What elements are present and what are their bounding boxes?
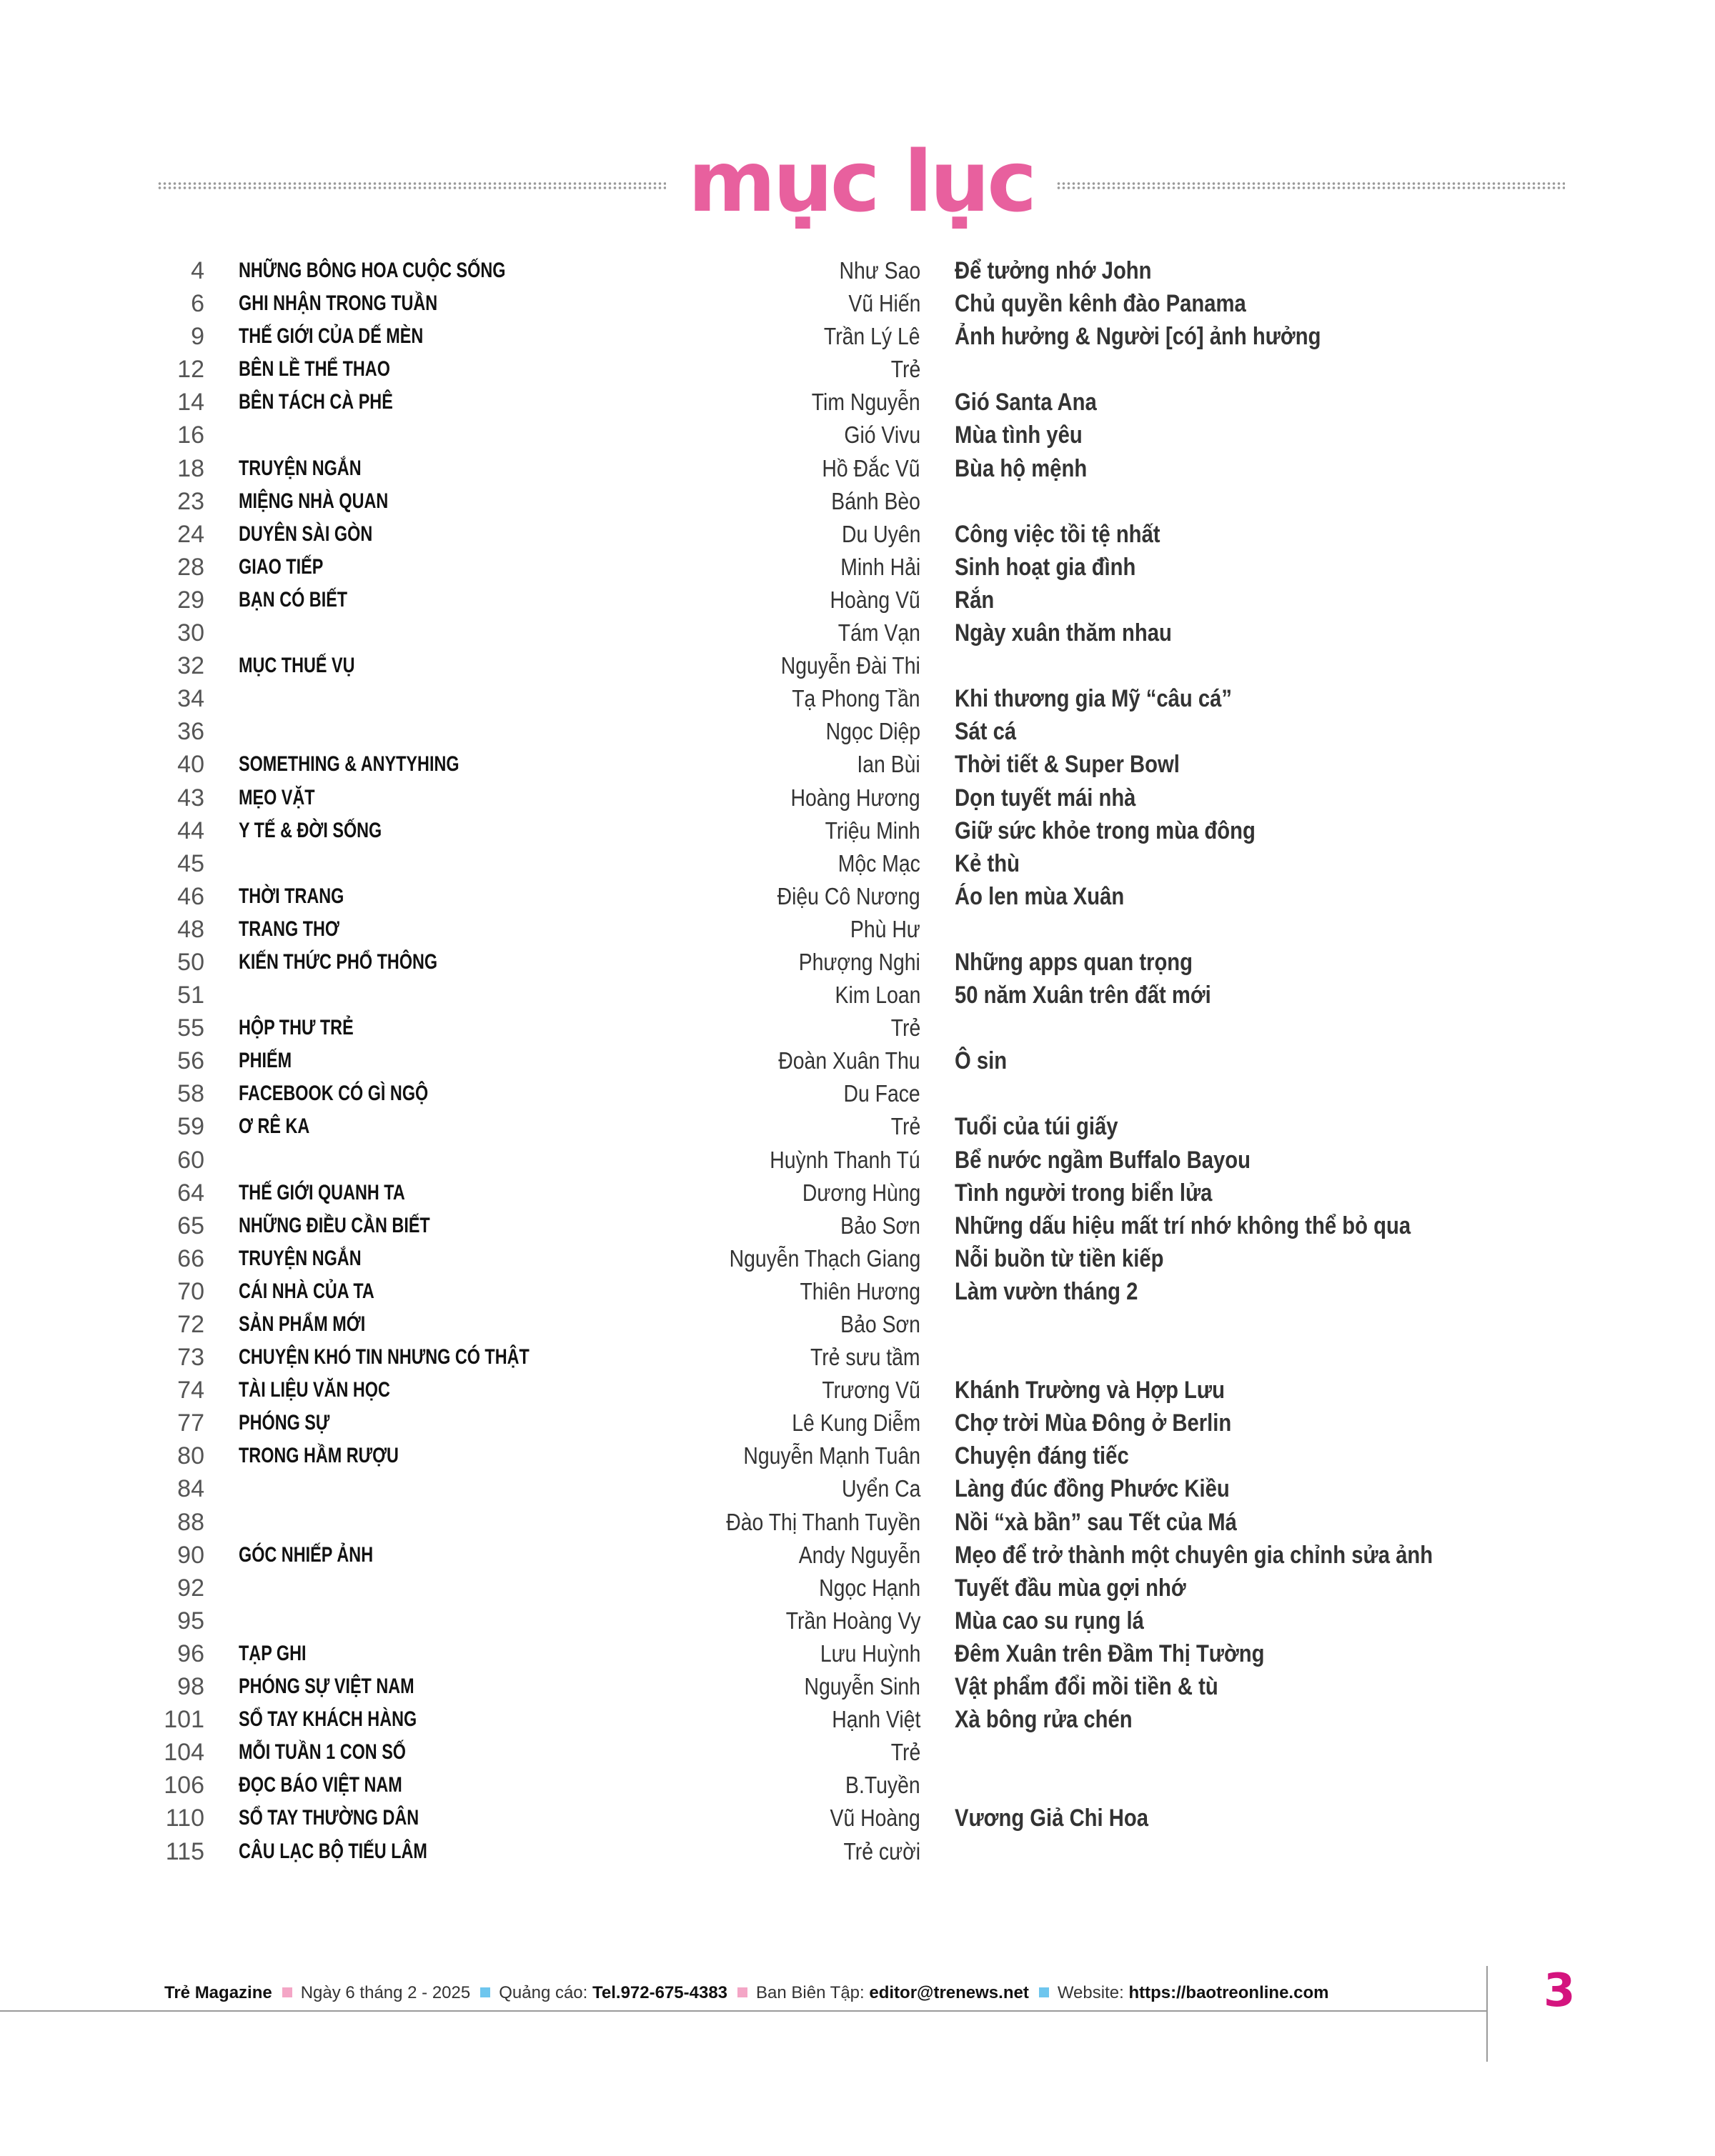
toc-author: Ngọc Diệp <box>825 718 920 745</box>
toc-article-title[interactable]: Tuổi của túi giấy <box>955 1113 1118 1141</box>
toc-row <box>0 1242 1715 1275</box>
toc-article-title[interactable]: Những dấu hiệu mất trí nhớ không thể bỏ qua <box>955 1212 1411 1239</box>
toc-article-title[interactable]: Ô sin <box>955 1047 1008 1075</box>
toc-author: Du Uyên <box>841 520 920 547</box>
toc-page-number: 23 <box>177 487 204 515</box>
toc-page-number: 96 <box>177 1640 204 1667</box>
toc-article-title[interactable]: Làng đúc đồng Phước Kiều <box>955 1475 1230 1503</box>
toc-section-title: BẠN CÓ BIẾT <box>239 587 348 612</box>
toc-page-number: 50 <box>177 948 204 976</box>
toc-author: Trẻ sưu tầm <box>810 1344 920 1371</box>
website-link[interactable]: https://baotreonline.com <box>1128 1983 1329 2002</box>
toc-section-title: CÂU LẠC BỘ TIẾU LÂM <box>239 1839 427 1863</box>
toc-author: Nguyễn Thạch Giang <box>729 1244 920 1272</box>
toc-page-number: 24 <box>177 520 204 548</box>
toc-author: Triệu Minh <box>825 817 920 844</box>
toc-section-title: THẾ GIỚI QUANH TA <box>239 1180 405 1204</box>
toc-row <box>0 1209 1715 1242</box>
toc-author: Phù Hư <box>850 915 920 942</box>
toc-section-title: NHỮNG BÔNG HOA CUỘC SỐNG <box>239 259 506 282</box>
blue-square-icon <box>1039 1987 1049 1997</box>
toc-row <box>0 485 1715 518</box>
toc-author: Vũ Hoàng <box>830 1805 920 1832</box>
footer-info <box>164 1980 1328 2006</box>
toc-row <box>0 649 1715 682</box>
toc-page-number: 59 <box>177 1113 204 1141</box>
toc-section-title: MỖI TUẦN 1 CON SỐ <box>239 1740 407 1765</box>
toc-page-number: 88 <box>177 1508 204 1536</box>
toc-author: Trẻ <box>890 356 920 383</box>
toc-row <box>0 682 1715 715</box>
toc-author: Lê Kung Diễm <box>792 1409 920 1437</box>
toc-author: Nguyễn Mạnh Tuân <box>743 1442 920 1469</box>
toc-page-number: 16 <box>177 421 204 449</box>
toc-row <box>0 1769 1715 1802</box>
toc-author: Tám Vạn <box>837 619 920 647</box>
toc-row <box>0 847 1715 880</box>
toc-row <box>0 782 1715 814</box>
dotted-rule-right <box>1056 181 1565 190</box>
toc-page-number: 40 <box>177 751 204 779</box>
toc-author: Hoàng Vũ <box>830 586 920 613</box>
toc-row <box>0 1637 1715 1670</box>
toc-section-title: PHÓNG SỰ VIỆT NAM <box>239 1675 414 1699</box>
toc-page-number: 58 <box>177 1080 204 1108</box>
toc-article-title[interactable]: Giữ sức khỏe trong mùa đông <box>955 817 1256 844</box>
toc-row <box>0 1407 1715 1439</box>
toc-row <box>0 1802 1715 1835</box>
toc-page-number: 18 <box>177 454 204 482</box>
toc-row <box>0 913 1715 946</box>
footer-rule <box>0 2010 1488 2012</box>
toc-article-title[interactable]: Vương Giả Chi Hoa <box>955 1805 1149 1832</box>
toc-row <box>0 1275 1715 1308</box>
toc-page-number: 48 <box>177 915 204 943</box>
toc-author: Tạ Phong Tần <box>792 685 920 712</box>
toc-author: Dương Hùng <box>802 1179 920 1206</box>
toc-page-number: 34 <box>177 685 204 713</box>
toc-row <box>0 979 1715 1012</box>
toc-author: Nguyễn Sinh <box>804 1673 920 1700</box>
toc-author: Trần Lý Lê <box>824 323 920 350</box>
toc-article-title[interactable]: Những apps quan trọng <box>955 948 1193 976</box>
toc-article-title[interactable]: Ảnh hưởng & Người [có] ảnh hưởng <box>955 323 1321 351</box>
toc-section-title: PHIẾM <box>239 1049 292 1073</box>
toc-author: Andy Nguyễn <box>798 1541 920 1568</box>
toc-page-number: 84 <box>177 1475 204 1503</box>
website-label: Website: <box>1057 1983 1124 2002</box>
toc-author: Hồ Đắc Vũ <box>822 454 920 481</box>
toc-row <box>0 320 1715 353</box>
toc-page-number: 66 <box>177 1244 204 1272</box>
page-header <box>0 129 1715 243</box>
toc-page-number: 43 <box>177 784 204 812</box>
toc-section-title: SỔ TAY KHÁCH HÀNG <box>239 1707 417 1732</box>
toc-section-title: SẢN PHẨM MỚI <box>239 1312 366 1336</box>
toc-page-number: 4 <box>191 257 204 284</box>
toc-section-title: GÓC NHIẾP ẢNH <box>239 1542 374 1567</box>
toc-row <box>0 551 1715 584</box>
toc-author: Bánh Bèo <box>831 487 920 514</box>
toc-author: Trương Vũ <box>822 1377 920 1404</box>
toc-section-title: MỤC THUẾ VỤ <box>239 654 355 678</box>
toc-author: Trẻ <box>890 1739 920 1766</box>
toc-section-title: TRONG HẦM RƯỢU <box>239 1444 399 1468</box>
toc-section-title: TRUYỆN NGẮN <box>239 1246 362 1270</box>
toc-row <box>0 1110 1715 1143</box>
toc-section-title: KIẾN THỨC PHỔ THÔNG <box>239 949 438 974</box>
toc-article-title[interactable]: Áo len mùa Xuân <box>955 882 1125 910</box>
toc-section-title: HỘP THƯ TRẺ <box>239 1016 354 1040</box>
toc-row <box>0 880 1715 913</box>
toc-article-title[interactable]: Chợ trời Mùa Đông ở Berlin <box>955 1409 1232 1437</box>
toc-author: Trần Hoàng Vy <box>785 1607 920 1634</box>
toc-author: Tim Nguyễn <box>812 389 920 416</box>
toc-article-title[interactable]: Mẹo để trở thành một chuyên gia chỉnh sửa ảnh <box>955 1541 1433 1569</box>
toc-section-title: NHỮNG ĐIỀU CẦN BIẾT <box>239 1213 430 1237</box>
toc-section-title: MIỆNG NHÀ QUAN <box>239 489 389 513</box>
toc-page-number: 44 <box>177 817 204 844</box>
toc-article-title[interactable]: Xà bông rửa chén <box>955 1706 1133 1734</box>
toc-row <box>0 1506 1715 1539</box>
toc-row <box>0 1670 1715 1703</box>
toc-page-number: 30 <box>177 619 204 647</box>
footer-divider <box>1486 1966 1488 2062</box>
toc-article-title[interactable]: Nồi “xà bần” sau Tết của Má <box>955 1508 1237 1536</box>
toc-section-title: SOMETHING & ANYTYHING <box>239 752 459 777</box>
toc-author: Phượng Nghi <box>798 948 920 975</box>
toc-article-title[interactable]: Để tưởng nhớ John <box>955 257 1152 284</box>
toc-row <box>0 1044 1715 1077</box>
toc-article-title[interactable]: Chuyện đáng tiếc <box>955 1442 1129 1470</box>
toc-row <box>0 386 1715 419</box>
toc-article-title[interactable]: Tình người trong biển lửa <box>955 1179 1213 1207</box>
page-title: mục lục <box>687 132 1035 231</box>
toc-section-title: GIAO TIẾP <box>239 554 324 579</box>
toc-row <box>0 452 1715 485</box>
toc-row <box>0 814 1715 847</box>
toc-author: Đoàn Xuân Thu <box>778 1047 920 1074</box>
ads-phone: Tel.972-675-4383 <box>592 1983 728 2002</box>
toc-author: B.Tuyền <box>845 1772 920 1799</box>
toc-article-title[interactable]: 50 năm Xuân trên đất mới <box>955 982 1211 1009</box>
toc-page-number: 72 <box>177 1311 204 1338</box>
toc-row <box>0 1177 1715 1209</box>
toc-page-number: 55 <box>177 1014 204 1042</box>
toc-article-title[interactable]: Ngày xuân thăm nhau <box>955 619 1172 647</box>
toc-article-title[interactable]: Công việc tồi tệ nhất <box>955 520 1160 548</box>
toc-author: Điệu Cô Nương <box>777 882 920 909</box>
toc-page-number: 46 <box>177 882 204 910</box>
toc-section-title: PHÓNG SỰ <box>239 1411 330 1435</box>
toc-row <box>0 1374 1715 1407</box>
toc-author: Trẻ cười <box>843 1837 920 1865</box>
toc-article-title[interactable]: Chủ quyền kênh đào Panama <box>955 290 1246 318</box>
toc-article-title[interactable]: Khi thương gia Mỹ “câu cá” <box>955 685 1233 713</box>
toc-section-title: TRANG THƠ <box>239 917 339 941</box>
toc-row <box>0 419 1715 451</box>
toc-row <box>0 1736 1715 1769</box>
toc-section-title: TÀI LIỆU VĂN HỌC <box>239 1378 390 1402</box>
toc-row <box>0 1144 1715 1177</box>
toc-article-title[interactable]: Gió Santa Ana <box>955 389 1097 416</box>
blue-square-icon <box>480 1987 490 1997</box>
toc-page-number: 56 <box>177 1047 204 1075</box>
toc-author: Uyển Ca <box>841 1475 920 1502</box>
toc-author: Nguyễn Đài Thi <box>780 652 920 679</box>
toc-row <box>0 518 1715 551</box>
toc-author: Thiên Hương <box>800 1277 920 1304</box>
toc-page-number: 115 <box>165 1837 204 1865</box>
toc-page-number: 95 <box>177 1607 204 1635</box>
toc-page-number: 90 <box>177 1541 204 1569</box>
toc-author: Trẻ <box>890 1113 920 1140</box>
toc-section-title: SỔ TAY THƯỜNG DÂN <box>239 1806 419 1830</box>
toc-article-title[interactable]: Rắn <box>955 586 995 614</box>
page-number: 3 <box>1544 1965 1576 2017</box>
toc-page-number: 73 <box>177 1344 204 1372</box>
toc-article-title[interactable]: Khánh Trường và Hợp Lưu <box>955 1377 1225 1404</box>
ads-label: Quảng cáo: <box>499 1983 588 2002</box>
toc-section-title: Y TẾ & ĐỜI SỐNG <box>239 818 382 842</box>
toc-row <box>0 1703 1715 1736</box>
toc-article-title[interactable]: Nỗi buồn từ tiền kiếp <box>955 1244 1164 1272</box>
toc-section-title: BÊN LỀ THỂ THAO <box>239 357 390 381</box>
toc-page-number: 106 <box>164 1772 204 1800</box>
magazine-name: Trẻ Magazine <box>164 1983 272 2002</box>
page-footer <box>0 1965 1715 2057</box>
toc-section-title: Ơ RÊ KA <box>239 1114 310 1139</box>
toc-article-title[interactable]: Dọn tuyết mái nhà <box>955 784 1136 812</box>
toc-page-number: 74 <box>177 1377 204 1404</box>
toc-author: Vũ Hiến <box>848 290 920 317</box>
pink-square-icon <box>282 1987 292 1997</box>
toc-row <box>0 748 1715 781</box>
toc-author: Minh Hải <box>840 553 920 580</box>
toc-row <box>0 946 1715 979</box>
toc-page-number: 29 <box>177 586 204 614</box>
toc-author: Hạnh Việt <box>831 1706 920 1733</box>
toc-section-title: THỜI TRANG <box>239 884 344 908</box>
toc-row <box>0 1012 1715 1044</box>
toc-article-title[interactable]: Kẻ thù <box>955 849 1020 877</box>
dotted-rule-left <box>157 181 666 190</box>
toc-author: Ian Bùi <box>857 751 920 778</box>
toc-author: Du Face <box>843 1080 920 1107</box>
toc-section-title: DUYÊN SÀI GÒN <box>239 521 373 546</box>
toc-article-title[interactable]: Tuyết đầu mùa gợi nhớ <box>955 1574 1186 1602</box>
editor-label: Ban Biên Tập: <box>756 1983 865 2002</box>
toc-article-title[interactable]: Đêm Xuân trên Đầm Thị Tường <box>955 1640 1265 1667</box>
toc-page-number: 92 <box>177 1574 204 1602</box>
toc-author: Trẻ <box>890 1014 920 1042</box>
toc-page-number: 70 <box>177 1277 204 1305</box>
toc-author: Như Sao <box>839 257 920 284</box>
toc-author: Kim Loan <box>835 982 920 1009</box>
toc-row <box>0 353 1715 386</box>
toc-section-title: FACEBOOK CÓ GÌ NGỘ <box>239 1082 429 1106</box>
toc-article-title[interactable]: Mùa tình yêu <box>955 421 1083 449</box>
toc-author: Ngọc Hạnh <box>819 1574 920 1601</box>
toc-author: Lưu Huỳnh <box>820 1640 920 1667</box>
toc-page-number: 101 <box>164 1706 204 1734</box>
toc-page-number: 65 <box>177 1212 204 1239</box>
toc-section-title: TRUYỆN NGẮN <box>239 456 362 480</box>
toc-page-number: 104 <box>164 1739 204 1767</box>
toc-author: Bảo Sơn <box>840 1311 920 1337</box>
toc-author: Mộc Mạc <box>837 849 920 877</box>
toc-article-title[interactable]: Bùa hộ mệnh <box>955 454 1088 482</box>
toc-section-title: GHI NHẬN TRONG TUẦN <box>239 291 438 316</box>
toc-article-title[interactable]: Thời tiết & Super Bowl <box>955 751 1180 779</box>
toc-row <box>0 254 1715 287</box>
toc-page-number: 80 <box>177 1442 204 1470</box>
toc-page-number: 28 <box>177 553 204 581</box>
toc-section-title: CÁI NHÀ CỦA TA <box>239 1279 374 1303</box>
toc-page-number: 77 <box>177 1409 204 1437</box>
toc-section-title: TẠP GHI <box>239 1641 307 1665</box>
issue-date: Ngày 6 tháng 2 - 2025 <box>300 1983 471 2002</box>
toc-page-number: 32 <box>177 652 204 680</box>
toc-row <box>0 1308 1715 1341</box>
toc-author: Đào Thị Thanh Tuyền <box>726 1508 920 1535</box>
toc-page-number: 14 <box>177 389 204 416</box>
toc-row <box>0 1539 1715 1572</box>
toc-page-number: 6 <box>191 290 204 318</box>
table-of-contents <box>0 254 1715 1868</box>
toc-row <box>0 1341 1715 1374</box>
toc-article-title[interactable]: Sát cá <box>955 718 1017 746</box>
toc-page-number: 9 <box>191 323 204 351</box>
toc-page-number: 45 <box>177 849 204 877</box>
toc-row <box>0 287 1715 320</box>
toc-row <box>0 584 1715 617</box>
toc-row <box>0 1572 1715 1604</box>
toc-article-title[interactable]: Vật phẩm đổi mồi tiền & tù <box>955 1673 1218 1701</box>
toc-row <box>0 1077 1715 1110</box>
toc-row <box>0 1835 1715 1868</box>
toc-page-number: 51 <box>177 982 204 1009</box>
toc-author: Hoàng Hương <box>790 784 920 811</box>
toc-page-number: 110 <box>165 1805 204 1832</box>
toc-page-number: 64 <box>177 1179 204 1207</box>
toc-article-title[interactable]: Sinh hoạt gia đình <box>955 553 1136 581</box>
editor-email[interactable]: editor@trenews.net <box>869 1983 1029 2002</box>
toc-author: Huỳnh Thanh Tú <box>770 1146 920 1173</box>
toc-article-title[interactable]: Làm vườn tháng 2 <box>955 1277 1138 1305</box>
toc-page-number: 12 <box>177 356 204 384</box>
toc-page-number: 60 <box>177 1146 204 1174</box>
toc-section-title: CHUYỆN KHÓ TIN NHƯNG CÓ THẬT <box>239 1345 530 1369</box>
toc-author: Bảo Sơn <box>840 1212 920 1239</box>
toc-article-title[interactable]: Bể nước ngầm Buffalo Bayou <box>955 1146 1251 1174</box>
toc-author: Gió Vivu <box>844 421 920 449</box>
toc-section-title: BÊN TÁCH CÀ PHÊ <box>239 390 393 414</box>
toc-article-title[interactable]: Mùa cao su rụng lá <box>955 1607 1144 1635</box>
toc-row <box>0 1604 1715 1637</box>
toc-page-number: 98 <box>177 1673 204 1701</box>
toc-row <box>0 617 1715 649</box>
toc-page-number: 36 <box>177 718 204 746</box>
toc-section-title: THẾ GIỚI CỦA DẾ MÈN <box>239 324 424 349</box>
toc-row <box>0 1472 1715 1505</box>
toc-row <box>0 1439 1715 1472</box>
toc-section-title: ĐỌC BÁO VIỆT NAM <box>239 1773 402 1797</box>
toc-row <box>0 715 1715 748</box>
pink-square-icon <box>737 1987 747 1997</box>
toc-section-title: MẸO VẶT <box>239 785 315 809</box>
